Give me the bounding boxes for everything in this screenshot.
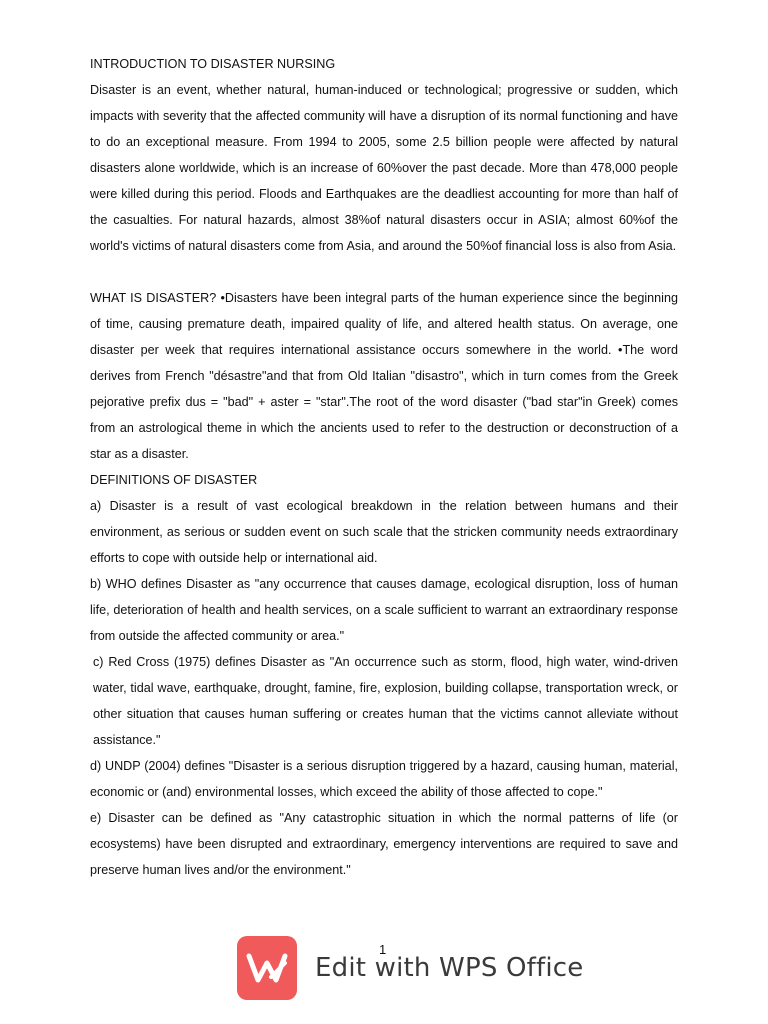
- document-body: [90, 51, 678, 883]
- definition-b: b) WHO defines Disaster as "any occurrence that causes damage, ecological disruption, loss of human life, deterioration of health and health services, on a scale sufficient to warrant an extraordinary response from outside the affected community or area.": [90, 577, 678, 643]
- edit-with-wps-banner[interactable]: [237, 936, 583, 1000]
- page-number: 1: [379, 942, 387, 957]
- wps-logo-icon: [237, 936, 297, 1000]
- definition-c: c) Red Cross (1975) defines Disaster as "An occurrence such as storm, flood, high water, wind-driven water, tidal wave, earthquake, drought, famine, fire, explosion, building collapse, transportation wreck, or other situation that causes human suffering or creates human that the victims cannot alleviate without assistance.": [93, 655, 678, 747]
- definition-e: e) Disaster can be defined as "Any catastrophic situation in which the normal patterns of life (or ecosystems) have been disrupted and extraordinary, emergency interventions are required to save and preserve human lives and/or the environment.": [90, 811, 678, 877]
- definitions-heading: DEFINITIONS OF DISASTER: [90, 473, 258, 487]
- paragraph-spacer: [90, 259, 678, 285]
- document-title: INTRODUCTION TO DISASTER NURSING: [90, 57, 336, 71]
- definition-d: d) UNDP (2004) defines "Disaster is a serious disruption triggered by a hazard, causing human, material, economic or (and) environmental losses, which exceed the ability of those affected to cope.": [90, 759, 678, 799]
- definition-a: a) Disaster is a result of vast ecological breakdown in the relation between humans and their environment, as serious or sudden event on such scale that the stricken community needs extraordinary efforts to cope with outside help or international aid.: [90, 499, 678, 565]
- wps-banner-label: Edit with WPS Office: [315, 953, 584, 983]
- what-is-disaster-paragraph: WHAT IS DISASTER? •Disasters have been integral parts of the human experience since the beginning of time, causing premature death, impaired quality of life, and altered health status. On average, one disaster per week that requires international assistance occurs somewhere in the world. •The word derives from French "désastre"and that from Old Italian "disastro", which in turn comes from the Greek pejorative prefix dus = "bad" + aster = "star".The root of the word disaster ("bad star"in Greek) comes from an astrological theme in which the ancients used to refer to the destruction or deconstruction of a star as a disaster.: [90, 291, 678, 461]
- intro-paragraph: Disaster is an event, whether natural, human-induced or technological; progressive or sudden, which impacts with severity that the affected community will have a disruption of its normal functioning and have to do an exceptional measure. From 1994 to 2005, some 2.5 billion people were affected by natural disasters alone worldwide, which is an increase of 60%over the past decade. More than 478,000 people were killed during this period. Floods and Earthquakes are the deadliest accounting for more than half of the casualties. For natural hazards, almost 38%of natural disasters occur in ASIA; almost 60%of the world's victims of natural disasters come from Asia, and around the 50%of financial loss is also from Asia.: [90, 83, 678, 253]
